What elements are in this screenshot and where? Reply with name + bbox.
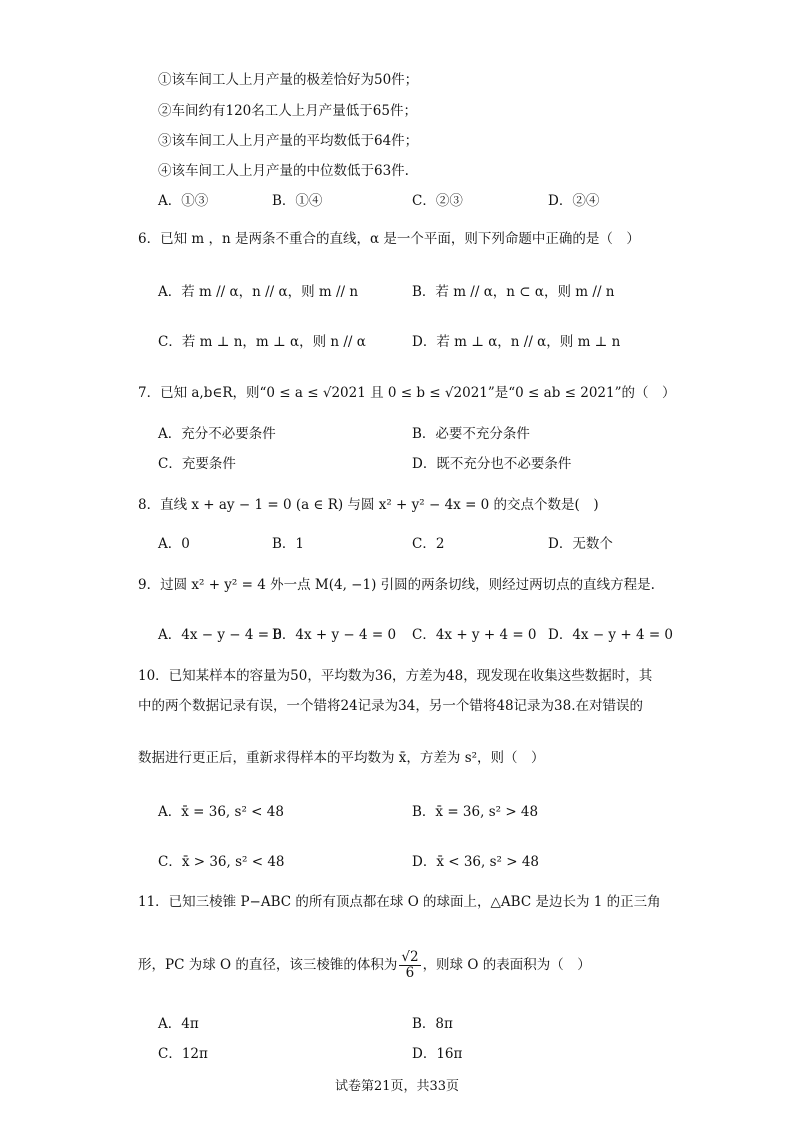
page-footer: 试卷第21页，共33页 — [334, 1079, 460, 1094]
q11-option-b: B．8π — [412, 1016, 453, 1032]
q10-line-1: 10．已知某样本的容量为50，平均数为36，方差为48，现发现在收集这些数据时，其 — [138, 668, 653, 684]
q10-line-2: 中的两个数据记录有误，一个错将24记录为34，另一个错将48记录为38.在对错误的 — [138, 698, 644, 714]
q6-option-c: C．若 m ⊥ n，m ⊥ α，则 n // α — [158, 334, 366, 350]
q6-stem: 6．已知 m ，n 是两条不重合的直线，α 是一个平面，则下列命题中正确的是（ ） — [138, 231, 640, 247]
q10-option-a: A．x̄ = 36, s² < 48 — [158, 804, 284, 820]
q7-option-a: A．充分不必要条件 — [158, 426, 276, 442]
q11-option-c: C．12π — [158, 1046, 208, 1062]
statement-2: ②车间约有120名工人上月产量低于65件； — [158, 103, 417, 119]
fraction-numerator: √2 — [401, 949, 419, 965]
q9-option-d: D．4x − y + 4 = 0 — [548, 627, 674, 643]
q5-option-a: A．①③ — [158, 193, 209, 209]
fraction-denominator: 6 — [405, 964, 415, 981]
q10-option-c: C．x̄ > 36, s² < 48 — [158, 854, 285, 870]
statement-3: ③该车间工人上月产量的平均数低于64件； — [158, 133, 419, 149]
q5-option-d: D．②④ — [548, 193, 600, 209]
q5-option-c: C．②③ — [412, 193, 463, 209]
q9-option-a: A．4x − y − 4 = 0 — [158, 627, 282, 643]
q10-line-3: 数据进行更正后，重新求得样本的平均数为 x̄，方差为 s²，则（ ） — [138, 750, 545, 766]
q7-option-c: C．充要条件 — [158, 456, 236, 472]
q11-line-2-pre: 形，PC 为球 O 的直径，该三棱锥的体积为 — [138, 956, 398, 973]
q9-option-b: B．4x + y − 4 = 0 — [272, 627, 397, 643]
q11-line-1: 11．已知三棱锥 P−ABC 的所有顶点都在球 O 的球面上，△ABC 是边长为 1 的正三角 — [138, 894, 661, 910]
q5-option-b: B．①④ — [272, 193, 323, 209]
q8-option-b: B．1 — [272, 536, 305, 552]
q9-stem: 9．过圆 x² + y² = 4 外一点 M(4, −1) 引圆的两条切线，则经过两切点的直线方程是. — [138, 577, 655, 593]
q6-option-d: D．若 m ⊥ α，n // α，则 m ⊥ n — [412, 334, 621, 350]
q8-option-a: A．0 — [158, 536, 190, 552]
q6-option-a: A．若 m // α，n // α，则 m // n — [158, 284, 359, 300]
q8-option-c: C．2 — [412, 536, 445, 552]
q6-option-b: B．若 m // α，n ⊂ α，则 m // n — [412, 284, 615, 300]
q11-line-2-post: ，则球 O 的表面积为（ ） — [422, 956, 591, 973]
q7-stem: 7．已知 a,b∈R，则“0 ≤ a ≤ √2021 且 0 ≤ b ≤ √2021”是“0 ≤ ab ≤ 2021”的（ ） — [138, 385, 676, 401]
q7-option-d: D．既不充分也不必要条件 — [412, 456, 572, 472]
q11-option-a: A．4π — [158, 1016, 199, 1032]
volume-fraction — [399, 950, 420, 981]
q10-option-b: B．x̄ = 36, s² > 48 — [412, 804, 539, 820]
q11-line-2 — [138, 950, 591, 981]
q8-stem: 8．直线 x + ay − 1 = 0 (a ∈ R) 与圆 x² + y² − 4x = 0 的交点个数是( ) — [138, 497, 599, 513]
q10-option-d: D．x̄ < 36, s² > 48 — [412, 854, 540, 870]
q11-option-d: D．16π — [412, 1046, 463, 1062]
q9-option-c: C．4x + y + 4 = 0 — [412, 627, 537, 643]
statement-4: ④该车间工人上月产量的中位数低于63件. — [158, 163, 409, 179]
q7-option-b: B．必要不充分条件 — [412, 426, 530, 442]
q8-option-d: D．无数个 — [548, 536, 613, 552]
statement-1: ①该车间工人上月产量的极差恰好为50件； — [158, 72, 419, 88]
